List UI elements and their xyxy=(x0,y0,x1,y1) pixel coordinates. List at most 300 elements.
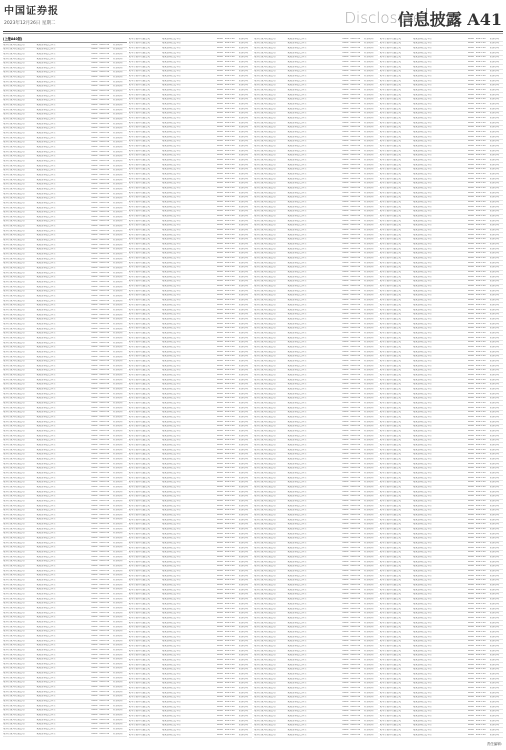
table-cell: 0000 xyxy=(91,118,98,121)
table-cell: 0000 xyxy=(342,112,349,115)
table-cell: 某某证券投资基金 xyxy=(161,280,181,283)
table-cell: 某某证券投资基金 xyxy=(287,486,307,489)
table-cell: 0000 xyxy=(91,276,98,279)
table-cell: 业务办理 xyxy=(364,46,374,49)
table-cell: 业务办理 xyxy=(113,145,123,148)
table-cell: 2023-12 xyxy=(99,43,110,46)
table-cell: 0000 xyxy=(216,84,223,87)
table-cell: 业务办理 xyxy=(113,616,123,619)
table-cell: 某某证券投资基金 xyxy=(287,710,307,713)
table-cell: 0000 xyxy=(216,672,223,675)
table-cell: 业务办理 xyxy=(113,281,123,283)
table-cell: 业务办理 xyxy=(238,574,249,577)
table-cell: 某某证券投资基金 xyxy=(36,518,56,521)
table-cell: 0000 xyxy=(467,612,474,615)
table-cell: 某某证券投资基金 xyxy=(412,98,432,101)
table-cell: 业务办理 xyxy=(364,378,374,381)
table-cell: 业务办理 xyxy=(238,60,249,63)
table-cell: 某基金管理有限公司 xyxy=(379,238,402,241)
table-cell: 0000 xyxy=(467,271,474,274)
table-cell: 某某证券投资基金 xyxy=(412,397,432,400)
table-cell: 某基金管理有限公司 xyxy=(3,509,25,512)
table-cell: 0000 xyxy=(342,224,349,227)
table-cell: 业务办理 xyxy=(113,653,123,656)
table-cell: 某某证券投资基金 xyxy=(36,248,56,251)
table-cell: 某基金管理有限公司 xyxy=(254,135,276,138)
table-row xyxy=(3,732,127,737)
table-cell: 0000 xyxy=(467,364,474,367)
table-cell: 2023-12 xyxy=(475,546,486,549)
table-cell: 2023-12 xyxy=(224,649,235,652)
table-cell: 某基金管理有限公司 xyxy=(254,116,276,119)
table-cell: 2023-12 xyxy=(224,570,235,573)
table-cell: 2023-12 xyxy=(350,504,361,507)
table-cell: 2023-12 xyxy=(350,107,361,110)
table-cell: 2023-12 xyxy=(350,514,361,517)
table-cell: 2023-12 xyxy=(475,275,486,278)
table-cell: 某基金管理有限公司 xyxy=(254,574,276,577)
table-cell: 业务办理 xyxy=(489,588,500,591)
table-cell: 2023-12 xyxy=(475,649,486,652)
table-cell: 0000 xyxy=(467,635,474,638)
table-cell: 业务办理 xyxy=(238,247,249,250)
table-cell: 2023-12 xyxy=(99,602,110,605)
table-cell: 2023-12 xyxy=(475,233,486,236)
table-cell: 0000 xyxy=(342,331,349,334)
table-cell: 2023-12 xyxy=(99,285,110,288)
table-cell: 2023-12 xyxy=(350,546,361,549)
table-cell: 业务办理 xyxy=(364,467,374,470)
table-cell: 业务办理 xyxy=(489,406,500,409)
table-cell: 0000 xyxy=(342,116,349,119)
table-cell: 某基金管理有限公司 xyxy=(254,79,276,82)
table-cell: 某基金管理有限公司 xyxy=(3,225,25,228)
table-cell: 0000 xyxy=(342,74,349,77)
table-cell: 某基金管理有限公司 xyxy=(128,299,151,302)
table-cell: 某基金管理有限公司 xyxy=(128,84,151,87)
table-cell: 业务办理 xyxy=(364,640,374,643)
table-cell: 某某证券投资基金 xyxy=(412,289,432,292)
table-cell: 2023-12 xyxy=(350,672,361,675)
table-cell: 2023-12 xyxy=(475,724,486,727)
table-cell: 业务办理 xyxy=(489,415,500,418)
table-cell: 业务办理 xyxy=(364,616,374,619)
table-cell: 某基金管理有限公司 xyxy=(128,285,151,288)
table-cell: 业务办理 xyxy=(364,682,374,685)
table-cell: 0000 xyxy=(216,728,223,731)
table-cell: 某某证券投资基金 xyxy=(161,425,181,428)
table-cell: 某某证券投资基金 xyxy=(36,62,56,65)
table-cell: 0000 xyxy=(342,546,349,549)
table-cell: 业务办理 xyxy=(113,360,123,363)
table-cell: 某基金管理有限公司 xyxy=(254,537,276,540)
table-cell: 0000 xyxy=(91,76,98,79)
table-cell: 业务办理 xyxy=(238,355,249,358)
table-cell: 业务办理 xyxy=(238,714,249,717)
table-cell: 业务办理 xyxy=(113,416,123,419)
table-cell: 0000 xyxy=(467,546,474,549)
table-cell: 某基金管理有限公司 xyxy=(128,275,151,278)
table-cell: 0000 xyxy=(467,238,474,241)
table-cell: 某基金管理有限公司 xyxy=(254,429,276,432)
table-cell: 0000 xyxy=(91,66,98,69)
table-cell: 业务办理 xyxy=(113,611,123,614)
table-cell: 业务办理 xyxy=(238,182,249,185)
table-cell: 业务办理 xyxy=(489,215,500,218)
table-cell: 某基金管理有限公司 xyxy=(3,248,25,251)
table-cell: 0000 xyxy=(467,373,474,376)
table-cell: 0000 xyxy=(216,593,223,596)
table-cell: 0000 xyxy=(91,155,98,158)
table-cell: 某基金管理有限公司 xyxy=(379,584,402,587)
table-cell: 0000 xyxy=(467,355,474,358)
table-cell: 0000 xyxy=(216,714,223,717)
table-cell: 某基金管理有限公司 xyxy=(379,98,402,101)
table-cell: 某某证券投资基金 xyxy=(287,397,307,400)
table-cell: 某某证券投资基金 xyxy=(412,182,432,185)
table-cell: 0000 xyxy=(342,434,349,437)
table-cell: 2023-12 xyxy=(99,569,110,572)
table-cell: 某某证券投资基金 xyxy=(412,476,432,479)
table-cell: 0000 xyxy=(342,556,349,559)
table-cell: 2023-12 xyxy=(350,481,361,484)
table-cell: 2023-12 xyxy=(475,537,486,540)
table-cell: 某基金管理有限公司 xyxy=(254,588,276,591)
table-cell: 某基金管理有限公司 xyxy=(3,397,25,400)
table-cell: 某某证券投资基金 xyxy=(36,322,56,325)
table-cell: 某基金管理有限公司 xyxy=(379,135,402,138)
table-cell: 2023-12 xyxy=(99,648,110,651)
table-cell: 业务办理 xyxy=(238,719,249,722)
table-cell: 某基金管理有限公司 xyxy=(254,341,276,344)
table-cell: 业务办理 xyxy=(113,634,123,637)
table-cell: 某某证券投资基金 xyxy=(161,135,181,138)
table-cell: 业务办理 xyxy=(489,640,500,643)
table-cell: 2023-12 xyxy=(99,686,110,689)
table-cell: 2023-12 xyxy=(224,415,235,418)
table-cell: 某某证券投资基金 xyxy=(287,144,307,147)
table-cell: 0000 xyxy=(91,453,98,456)
table-cell: 业务办理 xyxy=(238,453,249,456)
table-cell: 业务办理 xyxy=(489,523,500,526)
table-cell: 2023-12 xyxy=(224,682,235,685)
table-cell: 业务办理 xyxy=(364,565,374,568)
table-cell: 某基金管理有限公司 xyxy=(128,560,151,563)
table-cell: 0000 xyxy=(467,369,474,372)
table-cell: 某基金管理有限公司 xyxy=(128,607,151,610)
table-cell: 业务办理 xyxy=(364,420,374,423)
table-cell: 业务办理 xyxy=(238,462,249,465)
table-cell: 0000 xyxy=(342,733,349,736)
table-cell: 某基金管理有限公司 xyxy=(254,677,276,680)
table-cell: 某某证券投资基金 xyxy=(287,612,307,615)
table-cell: 某基金管理有限公司 xyxy=(3,611,25,614)
table-cell: 0000 xyxy=(342,317,349,320)
table-cell: 某某证券投资基金 xyxy=(36,397,56,400)
table-cell: 2023-12 xyxy=(475,514,486,517)
table-cell: 某某证券投资基金 xyxy=(36,346,56,349)
table-cell: 业务办理 xyxy=(113,648,123,651)
table-cell: 2023-12 xyxy=(99,690,110,693)
table-cell: 业务办理 xyxy=(489,537,500,540)
table-cell: 0000 xyxy=(216,556,223,559)
table-cell: 2023-12 xyxy=(350,406,361,409)
table-cell: 0000 xyxy=(91,304,98,307)
table-cell: 某基金管理有限公司 xyxy=(379,219,402,222)
table-cell: 某基金管理有限公司 xyxy=(3,313,25,316)
table-cell: 0000 xyxy=(216,168,223,171)
table-cell: 某某证券投资基金 xyxy=(412,280,432,283)
table-cell: 某某证券投资基金 xyxy=(161,369,181,372)
table-cell: 业务办理 xyxy=(113,602,123,605)
table-cell: 某基金管理有限公司 xyxy=(254,560,276,563)
table-cell: 某基金管理有限公司 xyxy=(379,359,402,362)
table-cell: 业务办理 xyxy=(364,130,374,133)
table-cell: 某某证券投资基金 xyxy=(287,434,307,437)
table-cell: 某基金管理有限公司 xyxy=(254,546,276,549)
table-cell: 某基金管理有限公司 xyxy=(379,42,402,45)
table-cell: 0000 xyxy=(342,724,349,727)
table-cell: 某某证券投资基金 xyxy=(36,406,56,409)
table-cell: 某基金管理有限公司 xyxy=(3,560,25,563)
table-cell: 业务办理 xyxy=(489,154,500,157)
table-cell: 某基金管理有限公司 xyxy=(128,504,151,507)
table-cell: 0000 xyxy=(467,415,474,418)
table-cell: 业务办理 xyxy=(238,448,249,451)
table-cell: 某某证券投资基金 xyxy=(161,182,181,185)
table-cell: 业务办理 xyxy=(238,98,249,101)
table-cell: 某基金管理有限公司 xyxy=(379,696,402,699)
table-cell: 某某证券投资基金 xyxy=(36,732,56,735)
table-cell: 某基金管理有限公司 xyxy=(379,691,402,694)
table-cell: 某基金管理有限公司 xyxy=(128,177,151,180)
table-cell: 0000 xyxy=(467,588,474,591)
table-cell: 2023-12 xyxy=(99,597,110,600)
table-cell: 某某证券投资基金 xyxy=(161,373,181,376)
table-cell: 2023-12 xyxy=(475,686,486,689)
table-cell: 某基金管理有限公司 xyxy=(254,233,276,236)
table-cell: 0000 xyxy=(91,248,98,251)
table-cell: 业务办理 xyxy=(113,383,123,386)
table-cell: 某基金管理有限公司 xyxy=(3,308,25,311)
table-cell: 0000 xyxy=(467,383,474,386)
table-cell: 2023-12 xyxy=(475,285,486,288)
table-cell: 业务办理 xyxy=(238,481,249,484)
table-cell: 0000 xyxy=(216,481,223,484)
table-cell: 某基金管理有限公司 xyxy=(128,102,151,105)
table-cell: 2023-12 xyxy=(224,196,235,199)
table-cell: 2023-12 xyxy=(350,565,361,568)
table-cell: 0000 xyxy=(216,663,223,666)
table-cell: 0000 xyxy=(342,504,349,507)
table-cell: 0000 xyxy=(216,462,223,465)
table-cell: 2023-12 xyxy=(224,700,235,703)
table-cell: 某某证券投资基金 xyxy=(161,686,181,689)
table-cell: 0000 xyxy=(216,74,223,77)
table-cell: 某基金管理有限公司 xyxy=(128,448,151,451)
table-cell: 0000 xyxy=(467,350,474,353)
table-cell: 0000 xyxy=(216,294,223,297)
table-cell: 0000 xyxy=(467,518,474,521)
table-cell: 2023-12 xyxy=(224,537,235,540)
table-cell: 某基金管理有限公司 xyxy=(3,728,25,730)
table-cell: 0000 xyxy=(91,234,98,237)
table-cell: 2023-12 xyxy=(475,102,486,105)
table-cell: 某基金管理有限公司 xyxy=(254,579,276,582)
table-cell: 某基金管理有限公司 xyxy=(254,173,276,176)
table-cell: 某某证券投资基金 xyxy=(412,271,432,274)
table-cell: 0000 xyxy=(342,102,349,105)
table-cell: 业务办理 xyxy=(489,458,500,460)
table-cell: 某基金管理有限公司 xyxy=(3,402,25,405)
table-cell: 某基金管理有限公司 xyxy=(128,719,151,722)
table-cell: 2023-12 xyxy=(224,584,235,587)
table-cell: 2023-12 xyxy=(350,439,361,442)
table-cell: 某基金管理有限公司 xyxy=(128,37,151,40)
table-cell: 某某证券投资基金 xyxy=(36,355,56,358)
table-cell: 某某证券投资基金 xyxy=(287,425,307,428)
table-cell: 0000 xyxy=(342,696,349,699)
table-cell: 2023-12 xyxy=(350,191,361,194)
table-cell: 2023-12 xyxy=(350,201,361,204)
table-cell: 2023-12 xyxy=(99,99,110,102)
table-cell: 某某证券投资基金 xyxy=(161,79,181,82)
table-cell: 2023-12 xyxy=(475,635,486,638)
table-cell: 2023-12 xyxy=(224,476,235,479)
table-cell: 某某证券投资基金 xyxy=(287,93,307,96)
table-cell: 0000 xyxy=(216,233,223,236)
table-cell: 业务办理 xyxy=(238,280,249,283)
table-cell: 某基金管理有限公司 xyxy=(128,682,151,685)
table-cell: 某基金管理有限公司 xyxy=(128,154,151,157)
table-cell: 2023-12 xyxy=(350,299,361,302)
table-cell: 某基金管理有限公司 xyxy=(254,696,276,699)
table-cell: 某基金管理有限公司 xyxy=(128,462,151,465)
table-cell: 某某证券投资基金 xyxy=(161,719,181,722)
table-cell: 2023-12 xyxy=(224,88,235,91)
table-cell: 0000 xyxy=(91,402,98,405)
table-cell: 某某证券投资基金 xyxy=(287,443,307,446)
table-cell: 业务办理 xyxy=(113,378,123,381)
table-cell: 某某证券投资基金 xyxy=(36,159,56,162)
table-cell: 某某证券投资基金 xyxy=(287,570,307,573)
table-cell: 业务办理 xyxy=(489,201,500,204)
table-cell: 某某证券投资基金 xyxy=(36,104,56,107)
table-cell: 0000 xyxy=(216,570,223,573)
table-cell: 业务办理 xyxy=(113,662,123,665)
table-cell: 2023-12 xyxy=(99,173,110,176)
table-cell: 业务办理 xyxy=(364,56,374,59)
table-cell: 业务办理 xyxy=(489,644,500,647)
table-cell: 2023-12 xyxy=(99,518,110,521)
table-cell: 2023-12 xyxy=(99,178,110,181)
table-cell: 2023-12 xyxy=(99,583,110,586)
table-cell: 2023-12 xyxy=(99,132,110,134)
table-cell: 0000 xyxy=(342,196,349,199)
table-cell: 某某证券投资基金 xyxy=(36,560,56,563)
table-cell: 0000 xyxy=(342,378,349,381)
table-cell: 2023-12 xyxy=(475,443,486,446)
table-cell: 某基金管理有限公司 xyxy=(254,299,276,302)
table-cell: 0000 xyxy=(91,443,98,446)
table-cell: 某基金管理有限公司 xyxy=(128,238,151,241)
table-cell: 某基金管理有限公司 xyxy=(379,481,402,484)
table-cell: 业务办理 xyxy=(364,140,374,143)
table-cell: 业务办理 xyxy=(238,163,249,166)
table-cell: 2023-12 xyxy=(475,294,486,297)
table-cell: 某基金管理有限公司 xyxy=(379,668,402,671)
table-cell: 2023-12 xyxy=(475,616,486,619)
table-cell: 某基金管理有限公司 xyxy=(128,280,151,283)
table-cell: 业务办理 xyxy=(364,710,374,713)
table-cell: 某某证券投资基金 xyxy=(161,149,181,152)
table-cell: 2023-12 xyxy=(99,225,110,228)
table-cell: 某某证券投资基金 xyxy=(36,304,56,307)
table-cell: 2023-12 xyxy=(224,364,235,367)
table-cell: 2023-12 xyxy=(350,205,361,208)
table-cell: 某某证券投资基金 xyxy=(287,579,307,582)
table-cell: 某某证券投资基金 xyxy=(287,663,307,666)
table-cell: 2023-12 xyxy=(475,467,486,470)
table-cell: 某基金管理有限公司 xyxy=(254,74,276,77)
table-cell: 某某证券投资基金 xyxy=(161,392,181,395)
table-cell: 某某证券投资基金 xyxy=(412,640,432,643)
table-cell: 2023-12 xyxy=(224,266,235,269)
table-cell: 某某证券投资基金 xyxy=(161,215,181,218)
table-cell: 0000 xyxy=(467,102,474,105)
table-cell: 某某证券投资基金 xyxy=(36,80,56,83)
table-cell: 某某证券投资基金 xyxy=(36,369,56,372)
table-cell: 2023-12 xyxy=(99,294,110,297)
table-cell: 某某证券投资基金 xyxy=(412,359,432,362)
table-cell: 2023-12 xyxy=(99,52,110,55)
table-cell: 某基金管理有限公司 xyxy=(128,369,151,372)
table-cell: 某基金管理有限公司 xyxy=(128,528,151,531)
table-cell: 某某证券投资基金 xyxy=(287,280,307,283)
table-cell: 业务办理 xyxy=(238,191,249,194)
table-cell: 某某证券投资基金 xyxy=(287,700,307,703)
table-cell: 某某证券投资基金 xyxy=(161,275,181,278)
table-cell: 某某证券投资基金 xyxy=(161,630,181,633)
table-cell: 2023-12 xyxy=(99,253,110,256)
table-cell: 某基金管理有限公司 xyxy=(128,476,151,479)
table-cell: 业务办理 xyxy=(238,224,249,227)
table-cell: 业务办理 xyxy=(238,159,249,161)
table-cell: 0000 xyxy=(91,94,98,97)
table-cell: 某某证券投资基金 xyxy=(412,336,432,339)
table-cell: 2023-12 xyxy=(350,173,361,176)
table-cell: 某某证券投资基金 xyxy=(36,206,56,209)
table-cell: 业务办理 xyxy=(364,60,374,63)
table-cell: 业务办理 xyxy=(113,499,123,502)
table-cell: 0000 xyxy=(342,584,349,587)
table-cell: 某基金管理有限公司 xyxy=(379,565,402,568)
table-cell: 业务办理 xyxy=(238,140,249,143)
table-cell: 业务办理 xyxy=(238,528,249,531)
table-cell: 2023-12 xyxy=(475,88,486,91)
table-cell: 某某证券投资基金 xyxy=(161,467,181,470)
table-cell: 某基金管理有限公司 xyxy=(254,266,276,269)
table-cell: 0000 xyxy=(91,714,98,717)
table-cell: 2023-12 xyxy=(99,434,110,437)
table-cell: 业务办理 xyxy=(364,584,374,587)
table-cell: 2023-12 xyxy=(350,280,361,283)
table-cell: 某某证券投资基金 xyxy=(287,607,307,610)
table-cell: 某某证券投资基金 xyxy=(412,159,432,161)
table-cell: 某某证券投资基金 xyxy=(161,177,181,180)
table-cell: 0000 xyxy=(342,429,349,432)
table-cell: 0000 xyxy=(216,359,223,362)
